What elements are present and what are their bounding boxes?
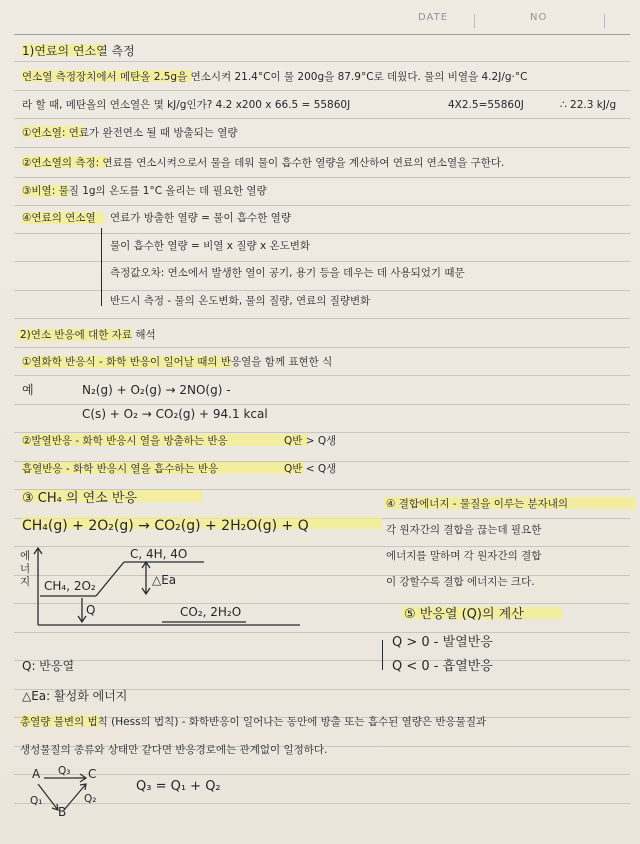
definition-item: 이 강할수록 결합 에너지는 크다. [386, 576, 535, 588]
problem-line: 라 할 때, 메탄올의 연소열은 몇 kJ/g인가? 4.2 x200 x 66.5 = 55860J [22, 99, 351, 111]
hess-label: Q₂ [84, 793, 97, 805]
energy-axis-label: 에너지 [20, 550, 31, 589]
subsection-heading: ④연료의 연소열 [22, 212, 96, 224]
definition-item: 흡열반응 - 화학 반응시 열을 흡수하는 반응 [22, 463, 219, 475]
equation: C(s) + O₂ → CO₂(g) + 94.1 kcal [82, 407, 268, 421]
definition-item: 연료가 방출한 열량 = 물이 흡수한 열량 [110, 212, 291, 224]
path-bc [64, 784, 86, 810]
relation: Q반 > Q생 [284, 435, 337, 447]
definition-item: ④ 결합에너지 - 물질을 이루는 분자내의 [386, 498, 569, 510]
section-heading: 2)연소 반응에 대한 자료 해석 [20, 329, 156, 341]
date-label: DATE [418, 12, 449, 23]
diagram-label: C, 4H, 4O [130, 547, 188, 561]
hess-label: Q₁ [30, 795, 43, 807]
hess-node: C [88, 767, 97, 781]
subsection-heading: ③ CH₄ 의 연소 반응 [22, 491, 138, 506]
topic-heading: 1)연료의 연소열 측정 [22, 44, 135, 58]
definition-item: Q < 0 - 흡열반응 [392, 659, 493, 674]
definition-item: Q > 0 - 발열반응 [392, 635, 493, 650]
hess-node: B [58, 805, 67, 819]
problem-calc: 4X2.5=55860J [448, 99, 524, 111]
definition-item: 총열량 불변의 법칙 (Hess의 법칙) - 화학반응이 일어나는 동안에 방출 또는 흡수된 열량은 반응물질과 [20, 716, 487, 728]
definition-item: 물이 흡수한 열량 = 비열 x 질량 x 온도변화 [110, 240, 311, 252]
definition-item: ①연소열: 연료가 완전연소 될 때 방출되는 열량 [22, 127, 238, 139]
definition-item: ②발열반응 - 화학 반응시 열을 방출하는 반응 [22, 435, 228, 447]
definition-item: 생성물질의 종류와 상태만 같다면 반응경로에는 관계없이 일정하다. [20, 744, 328, 756]
no-label: NO [530, 12, 548, 23]
definition-item: Q: 반응열 [22, 659, 75, 673]
hess-label: Q₃ [58, 765, 71, 777]
definition-item: ①열화학 반응식 - 화학 반응이 일어날 때의 반응열을 함께 표현한 식 [22, 356, 333, 368]
definition-item: ②연소열의 측정: 연료를 연소시켜으로서 물을 데워 물이 흡수한 열량을 계산하여 연료의 연소열을 구한다. [22, 157, 505, 169]
example-label: 예 [22, 383, 34, 397]
diagram-label: CH₄, 2O₂ [44, 579, 96, 593]
problem-line: 연소열 측정장치에서 메탄올 2.5g을 연소시켜 21.4°C이 물 200g을 87.9°C로 데웠다. 물의 비열을 4.2J/g·°C [22, 71, 528, 83]
diagram-label: △Ea [152, 573, 177, 587]
definition-item: △Ea: 활성화 에너지 [22, 689, 128, 703]
definition-item: 에너지를 말하며 각 원자간의 결합 [386, 550, 542, 562]
definition-item: 측정값오차: 연소에서 발생한 열이 공기, 용기 등을 데우는 데 사용되었기 때문 [110, 267, 465, 279]
equation: CH₄(g) + 2O₂(g) → CO₂(g) + 2H₂O(g) + Q [22, 518, 309, 534]
subsection-heading: ⑤ 반응열 (Q)의 계산 [404, 607, 524, 622]
problem-answer: ∴ 22.3 kJ/g [560, 99, 617, 111]
diagram-label: CO₂, 2H₂O [180, 605, 242, 619]
hess-node: A [32, 767, 41, 781]
relation: Q반 < Q생 [284, 463, 337, 475]
equation: N₂(g) + O₂(g) → 2NO(g) - [82, 383, 231, 397]
hess-equation: Q₃ = Q₁ + Q₂ [136, 779, 221, 794]
definition-item: 각 원자간의 결합을 끊는데 필요한 [386, 524, 542, 536]
diagram-label: Q [86, 603, 96, 617]
definition-item: ③비열: 물질 1g의 온도를 1°C 올리는 데 필요한 열량 [22, 185, 267, 197]
definition-item: 반드시 측정 - 물의 온도변화, 물의 질량, 연료의 질량변화 [110, 295, 371, 307]
